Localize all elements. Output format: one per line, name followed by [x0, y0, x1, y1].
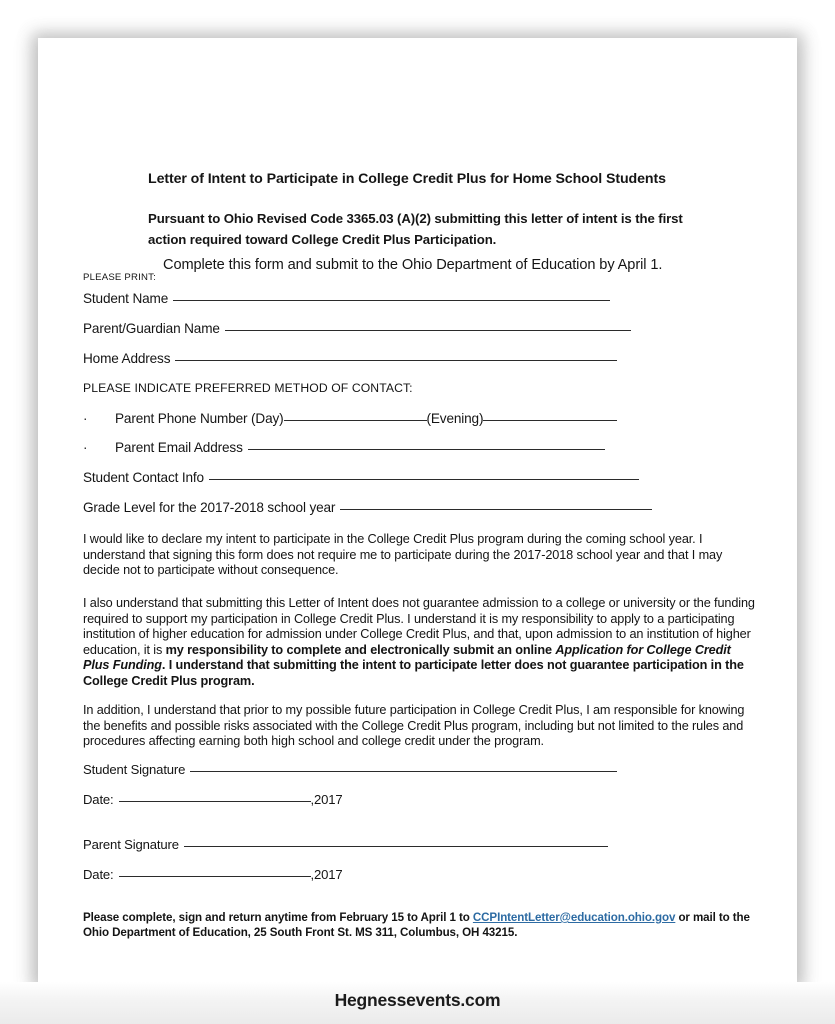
document-title: Letter of Intent to Participate in College Credit Plus for Home School Students [148, 171, 666, 187]
watermark-strip [0, 982, 835, 1024]
field-parent-guardian-name-rule[interactable] [225, 330, 631, 331]
field-parent-guardian-name-label: Parent/Guardian Name [83, 321, 220, 336]
paragraph-understanding-plain: I also understand that submitting this Letter of Intent does not guarantee admission to a college or university or the funding required to support my participation in College Credit Plus. I understand it is my responsibility to apply to a participating institution of higher education for admission under College Credit Plus, and that, upon admission to an institution of higher education, it is [83, 596, 755, 657]
field-parent-email-rule[interactable] [248, 449, 605, 450]
field-grade-level-rule[interactable] [340, 509, 652, 510]
field-student-contact-info-label: Student Contact Info [83, 470, 204, 485]
field-parent-signature [83, 837, 608, 852]
field-parent-signature-label: Parent Signature [83, 837, 179, 852]
field-home-address [83, 351, 617, 366]
field-parent-phone-day-label: Parent Phone Number (Day) [115, 411, 284, 426]
paragraph-understanding [83, 596, 755, 690]
field-student-contact-info [83, 470, 639, 485]
field-student-contact-info-rule[interactable] [209, 479, 639, 480]
field-student-signature [83, 762, 617, 777]
field-parent-phone [83, 411, 617, 426]
paragraph-risks: In addition, I understand that prior to my possible future participation in College Credit Plus, I am responsible for knowing the benefits and possible risks associated with the College Credit Plus program, including but not limited to the rules and procedures affecting earning both high school and college credit under the program. [83, 703, 745, 749]
paragraph-intent: I would like to declare my intent to participate in the College Credit Plus program during the coming school year. I understand that signing this form does not require me to participate during the 2017-2018 school year and that I may decide not to participate without consequence. [83, 532, 723, 578]
field-parent-signature-rule[interactable] [184, 846, 608, 847]
watermark-label: Hegnessevents.com [334, 990, 501, 1010]
footer-instructions [83, 910, 763, 940]
contact-method-heading: PLEASE INDICATE PREFERRED METHOD OF CONTACT: [83, 381, 413, 395]
field-home-address-rule[interactable] [175, 360, 617, 361]
paragraph-understanding-bold-lead: my responsibility to complete and electronically submit an online [165, 642, 556, 657]
bullet-icon: · [83, 440, 88, 455]
submission-instruction: Complete this form and submit to the Ohio Department of Education by April 1. [163, 257, 663, 273]
field-parent-email-label: Parent Email Address [115, 440, 243, 455]
field-parent-phone-evening-label: (Evening) [426, 411, 484, 426]
field-student-name-label: Student Name [83, 291, 169, 306]
bullet-icon: · [83, 411, 88, 426]
field-parent-guardian-name [83, 321, 631, 336]
field-student-name-rule[interactable] [173, 300, 610, 301]
field-student-name [83, 291, 610, 306]
field-parent-email [83, 440, 605, 455]
field-student-date [83, 792, 343, 807]
field-student-date-rule[interactable] [119, 801, 311, 802]
footer-text-before: Please complete, sign and return anytime from February 15 to April 1 to [83, 911, 473, 924]
field-student-signature-label: Student Signature [83, 762, 186, 777]
footer-text-after: or mail to the Ohio Department of Education, 25 South Front St. MS 311, Columbus, OH 43215. [83, 911, 750, 939]
document-page [38, 38, 797, 982]
paragraph-understanding-bold-tail: . I understand that submitting the intent to participate letter does not guarantee participation in the College Credit Plus program. [83, 658, 744, 688]
field-grade-level-label: Grade Level for the 2017-2018 school year [83, 500, 336, 515]
please-print-label: PLEASE PRINT: [83, 272, 156, 283]
field-parent-date-label: Date: [83, 867, 114, 882]
paragraph-understanding-bold-italic: Application for College Credit Plus Funding [83, 642, 731, 673]
field-parent-date-rule[interactable] [119, 876, 311, 877]
field-parent-date-year: ,2017 [310, 867, 343, 882]
field-home-address-label: Home Address [83, 351, 171, 366]
field-grade-level [83, 500, 652, 515]
field-parent-date [83, 867, 343, 882]
field-student-date-year: ,2017 [310, 792, 343, 807]
pursuant-statement: Pursuant to Ohio Revised Code 3365.03 (A)(2) submitting this letter of intent is the first action required toward College Credit Plus Participation. [148, 211, 683, 247]
field-student-signature-rule[interactable] [190, 771, 617, 772]
field-parent-phone-day-rule[interactable] [284, 420, 427, 421]
field-student-date-label: Date: [83, 792, 114, 807]
email-link[interactable]: CCPIntentLetter@education.ohio.gov [472, 911, 676, 924]
field-parent-phone-evening-rule[interactable] [483, 420, 617, 421]
